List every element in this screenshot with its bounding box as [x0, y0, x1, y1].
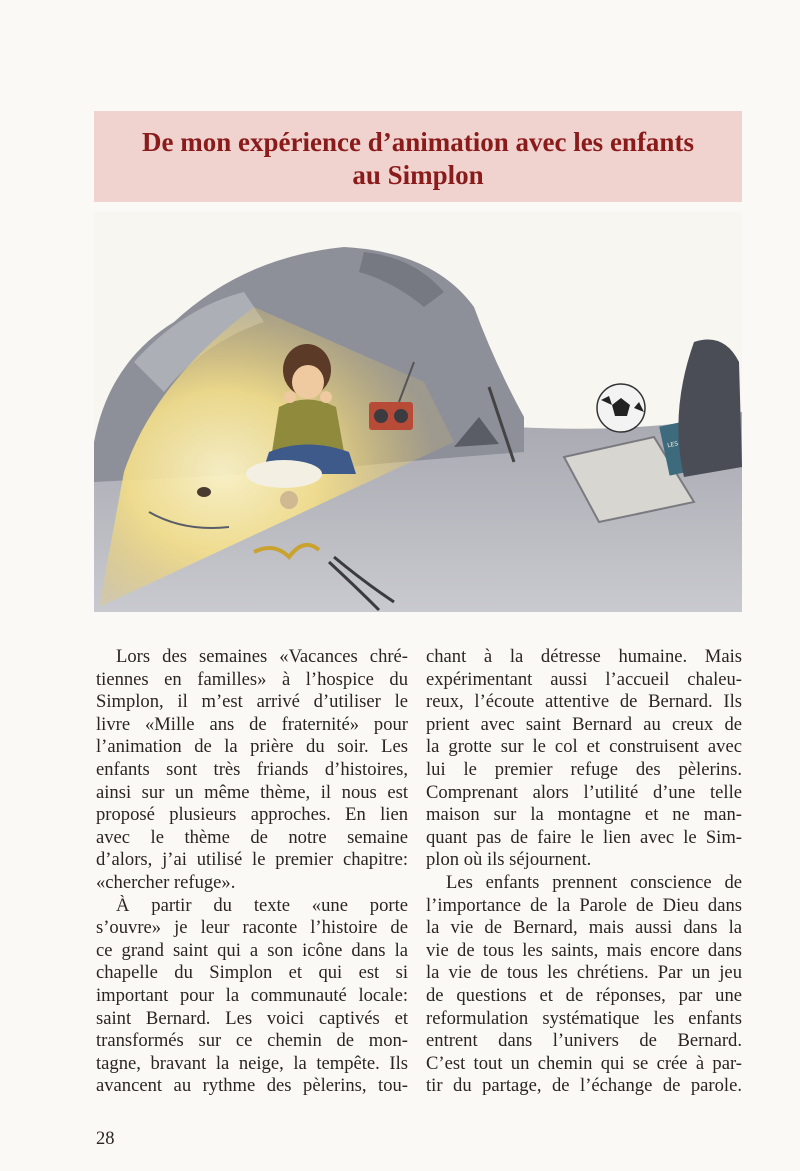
text-line: C’est tout un chemin qui se crée à par- [426, 1052, 742, 1074]
text-line: ainsi sur un même thème, il nous est [96, 781, 408, 803]
text-line: important pour la communauté locale: [96, 984, 408, 1006]
text-line: reformulation systématique les enfants [426, 1007, 742, 1029]
text-line: Lors des semaines «Vacances chré- [116, 646, 408, 667]
text-line: Les enfants prennent conscience de [446, 871, 742, 893]
text-line: enfants sont très friands d’histoires, [96, 758, 408, 780]
text-line: quant pas de faire le lien avec le Sim- [426, 826, 742, 848]
text-line: avancent au rythme des pèlerins, tou- [96, 1075, 408, 1097]
text-line: chant à la détresse humaine. Mais [426, 646, 742, 667]
text-line: plon où ils séjournent. [426, 849, 592, 871]
text-line: ce grand saint qui a son icône dans la [96, 939, 408, 961]
text-line: d’alors, j’ai utilisé le premier chapitre: [96, 849, 408, 871]
text-line: la vie de tous les chrétiens. Par un jeu [426, 962, 742, 984]
illustration [94, 212, 742, 612]
text-line: l’animation de la prière du soir. Les [96, 736, 408, 758]
article-title-box [94, 111, 742, 202]
text-line: transformés sur ce chemin de mon- [96, 1030, 408, 1052]
text-line: expérimentant aussi l’accueil chaleu- [426, 668, 742, 690]
right-column [426, 646, 742, 1098]
text-line: proposé plusieurs approches. En lien [96, 804, 408, 826]
text-line: livre «Mille ans de fraternité» pour [96, 713, 408, 735]
text-line: vie de tous les saints, mais encore dans [426, 939, 742, 961]
text-line: l’importance de la Parole de Dieu dans [426, 894, 742, 916]
text-line: À partir du texte «une porte [116, 894, 408, 916]
article-title-line-2: au Simplon [352, 160, 484, 190]
text-line: entrent dans l’univers de Bernard. [426, 1030, 742, 1052]
text-line: chapelle du Simplon et qui est si [96, 962, 408, 984]
page-number: 28 [96, 1129, 115, 1149]
text-line: saint Bernard. Les voici captivés et [96, 1007, 408, 1029]
book-cover-text: LES [666, 440, 679, 450]
text-line: prient avec saint Bernard au creux de [426, 713, 742, 735]
stone [280, 491, 298, 509]
text-line: s’ouvre» je leur raconte l’histoire de [96, 917, 408, 939]
text-line: avec le thème de notre semaine [96, 826, 408, 848]
text-line: tagne, bravant la neige, la tempête. Ils [96, 1052, 408, 1074]
text-line: reux, l’écoute attentive de Bernard. Ils [426, 691, 742, 713]
text-line: «chercher refuge». [96, 871, 236, 893]
text-line: tir du partage, de l’échange de parole. [426, 1075, 742, 1097]
text-line: Simplon, il m’est arrivé d’utiliser le [96, 691, 408, 713]
text-line: la vie de Bernard, mais aussi dans la [426, 917, 742, 939]
text-line: lui le premier refuge des pèlerins. [426, 758, 742, 780]
text-line: tiennes en familles» à l’hospice du [96, 668, 408, 690]
text-line: la grotte sur le col et construisent avec [426, 736, 742, 758]
text-line: maison sur la montagne et ne man- [426, 804, 742, 826]
soccer-ball [597, 384, 645, 432]
child-in-cave-illustration [94, 212, 742, 612]
text-line: de questions et de réponses, par une [426, 984, 742, 1006]
article-title-line-1: De mon expérience d’animation avec les enfants [142, 127, 694, 157]
text-line: Comprenant alors l’utilité d’une telle [426, 781, 742, 803]
left-column [96, 646, 408, 1098]
